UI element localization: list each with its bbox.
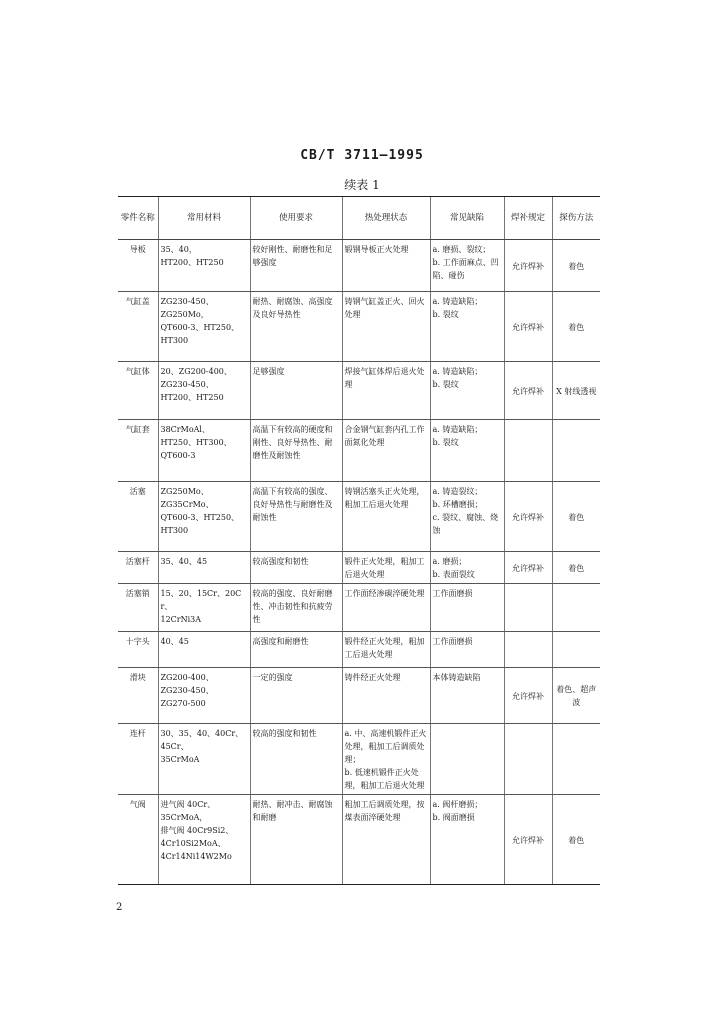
requirement-cell: 一定的强度 bbox=[250, 668, 342, 724]
inspection-cell bbox=[552, 584, 600, 632]
part-name-cell: 导板 bbox=[118, 240, 158, 292]
welding-cell bbox=[504, 632, 552, 668]
part-name-cell: 气缸套 bbox=[118, 420, 158, 482]
column-header: 焊补规定 bbox=[504, 197, 552, 240]
table-caption: 续表 1 bbox=[344, 178, 380, 192]
part-name-cell: 气缸体 bbox=[118, 362, 158, 420]
materials-table bbox=[118, 196, 600, 885]
defects-cell: a. 阀杆磨损； b. 阀面磨损 bbox=[430, 795, 504, 885]
welding-cell: 允许焊补 bbox=[504, 482, 552, 552]
welding-cell: 允许焊补 bbox=[504, 552, 552, 584]
part-name-cell: 活塞杆 bbox=[118, 552, 158, 584]
inspection-cell: 着色 bbox=[552, 795, 600, 885]
defects-cell bbox=[430, 724, 504, 795]
table-row bbox=[118, 552, 600, 584]
defects-cell: a. 磨损、裂纹； b. 工作面麻点、凹陷、碰伤 bbox=[430, 240, 504, 292]
heat-treatment-cell: a. 中、高速机锻件正火处理，粗加工后调质处理； b. 低速机锻件正火处理，粗加工后退火处理 bbox=[342, 724, 430, 795]
table-row bbox=[118, 668, 600, 724]
welding-cell: 允许焊补 bbox=[504, 362, 552, 420]
heat-treatment-cell: 工作面经渗碳淬硬处理 bbox=[342, 584, 430, 632]
defects-cell: a. 铸造裂纹； b. 环槽磨损； c. 裂纹、腐蚀、烧蚀 bbox=[430, 482, 504, 552]
inspection-cell: 着色 bbox=[552, 482, 600, 552]
inspection-cell bbox=[552, 724, 600, 795]
table-row bbox=[118, 240, 600, 292]
column-header: 使用要求 bbox=[250, 197, 342, 240]
part-name-cell: 活塞 bbox=[118, 482, 158, 552]
material-cell: 35、40、45 bbox=[158, 552, 250, 584]
part-name-cell: 气阀 bbox=[118, 795, 158, 885]
requirement-cell: 较高的强度、良好耐磨性、冲击韧性和抗疲劳性 bbox=[250, 584, 342, 632]
table-row bbox=[118, 724, 600, 795]
inspection-cell bbox=[552, 420, 600, 482]
material-cell: 20、ZG200-400、 ZG230-450、 HT200、HT250 bbox=[158, 362, 250, 420]
material-cell: ZG200-400、 ZG230-450、 ZG270-500 bbox=[158, 668, 250, 724]
requirement-cell: 较好刚性、耐磨性和足够强度 bbox=[250, 240, 342, 292]
part-name-cell: 连杆 bbox=[118, 724, 158, 795]
heat-treatment-cell: 铸件经正火处理 bbox=[342, 668, 430, 724]
requirement-cell: 高温下有较高的强度、良好导热性与耐磨性及耐蚀性 bbox=[250, 482, 342, 552]
defects-cell: a. 铸造缺陷； b. 裂纹 bbox=[430, 292, 504, 362]
welding-cell bbox=[504, 584, 552, 632]
table-row bbox=[118, 420, 600, 482]
heat-treatment-cell: 合金钢气缸套内孔工作面氮化处理 bbox=[342, 420, 430, 482]
defects-cell: 本体铸造缺陷 bbox=[430, 668, 504, 724]
table-row bbox=[118, 482, 600, 552]
part-name-cell: 活塞销 bbox=[118, 584, 158, 632]
requirement-cell: 耐热、耐腐蚀、高强度及良好导热性 bbox=[250, 292, 342, 362]
column-header: 探伤方法 bbox=[552, 197, 600, 240]
heat-treatment-cell: 锻件正火处理，粗加工后退火处理 bbox=[342, 552, 430, 584]
welding-cell bbox=[504, 724, 552, 795]
heat-treatment-cell: 铸钢气缸盖正火、回火处理 bbox=[342, 292, 430, 362]
inspection-cell: 着色 bbox=[552, 552, 600, 584]
table-header-row bbox=[118, 197, 600, 240]
column-header: 常用材料 bbox=[158, 197, 250, 240]
requirement-cell: 较高的强度和韧性 bbox=[250, 724, 342, 795]
requirement-cell: 高强度和耐磨性 bbox=[250, 632, 342, 668]
part-name-cell: 十字头 bbox=[118, 632, 158, 668]
table-row bbox=[118, 632, 600, 668]
document-header: CB/T 3711—1995 bbox=[300, 148, 424, 163]
inspection-cell: X 射线透视 bbox=[552, 362, 600, 420]
material-cell: ZG230-450、 ZG250Mo， QT600-3、HT250、 HT300 bbox=[158, 292, 250, 362]
material-cell: ZG250Mo、 ZG35CrMo、 QT600-3、HT250、 HT300 bbox=[158, 482, 250, 552]
inspection-cell: 着色 bbox=[552, 292, 600, 362]
requirement-cell: 较高强度和韧性 bbox=[250, 552, 342, 584]
table-body bbox=[118, 240, 600, 885]
inspection-cell bbox=[552, 632, 600, 668]
part-name-cell: 气缸盖 bbox=[118, 292, 158, 362]
column-header: 零件名称 bbox=[118, 197, 158, 240]
welding-cell: 允许焊补 bbox=[504, 668, 552, 724]
table-row bbox=[118, 362, 600, 420]
defects-cell: a. 铸造缺陷； b. 裂纹 bbox=[430, 362, 504, 420]
material-cell: 35、40， HT200、HT250 bbox=[158, 240, 250, 292]
defects-cell: a. 磨损； b. 表面裂纹 bbox=[430, 552, 504, 584]
material-cell: 进气阀 40Cr、 35CrMoA， 排气阀 40Cr9Si2、 4Cr10Si2MoA、 4Cr14Ni14W2Mo bbox=[158, 795, 250, 885]
page-number: 2 bbox=[116, 902, 123, 913]
column-header: 常见缺陷 bbox=[430, 197, 504, 240]
inspection-cell: 着色 bbox=[552, 240, 600, 292]
requirement-cell: 足够强度 bbox=[250, 362, 342, 420]
heat-treatment-cell: 焊接气缸体焊后退火处理 bbox=[342, 362, 430, 420]
table-row bbox=[118, 584, 600, 632]
material-cell: 15、20、15Cr、20Cr、 12CrNi3A bbox=[158, 584, 250, 632]
heat-treatment-cell: 铸钢活塞头正火处理，粗加工后退火处理 bbox=[342, 482, 430, 552]
heat-treatment-cell: 粗加工后调质处理，按煤表面淬硬处理 bbox=[342, 795, 430, 885]
column-header: 热处理状态 bbox=[342, 197, 430, 240]
welding-cell: 允许焊补 bbox=[504, 795, 552, 885]
defects-cell: a. 铸造缺陷； b. 裂纹 bbox=[430, 420, 504, 482]
inspection-cell: 着色、超声波 bbox=[552, 668, 600, 724]
heat-treatment-cell: 锻件经正火处理，粗加工后退火处理 bbox=[342, 632, 430, 668]
requirement-cell: 耐热、耐冲击、耐腐蚀和耐磨 bbox=[250, 795, 342, 885]
welding-cell bbox=[504, 420, 552, 482]
defects-cell: 工作面磨损 bbox=[430, 632, 504, 668]
requirement-cell: 高温下有较高的硬度和刚性、良好导热性、耐磨性及耐蚀性 bbox=[250, 420, 342, 482]
material-cell: 40、45 bbox=[158, 632, 250, 668]
part-name-cell: 滑块 bbox=[118, 668, 158, 724]
material-cell: 38CrMoAl、 HT250、HT300、 QT600-3 bbox=[158, 420, 250, 482]
material-cell: 30、35、40、40Cr、45Cr、 35CrMoA bbox=[158, 724, 250, 795]
welding-cell: 允许焊补 bbox=[504, 240, 552, 292]
heat-treatment-cell: 锻钢导板正火处理 bbox=[342, 240, 430, 292]
table-row bbox=[118, 292, 600, 362]
defects-cell: 工作面磨损 bbox=[430, 584, 504, 632]
table-row bbox=[118, 795, 600, 885]
welding-cell: 允许焊补 bbox=[504, 292, 552, 362]
